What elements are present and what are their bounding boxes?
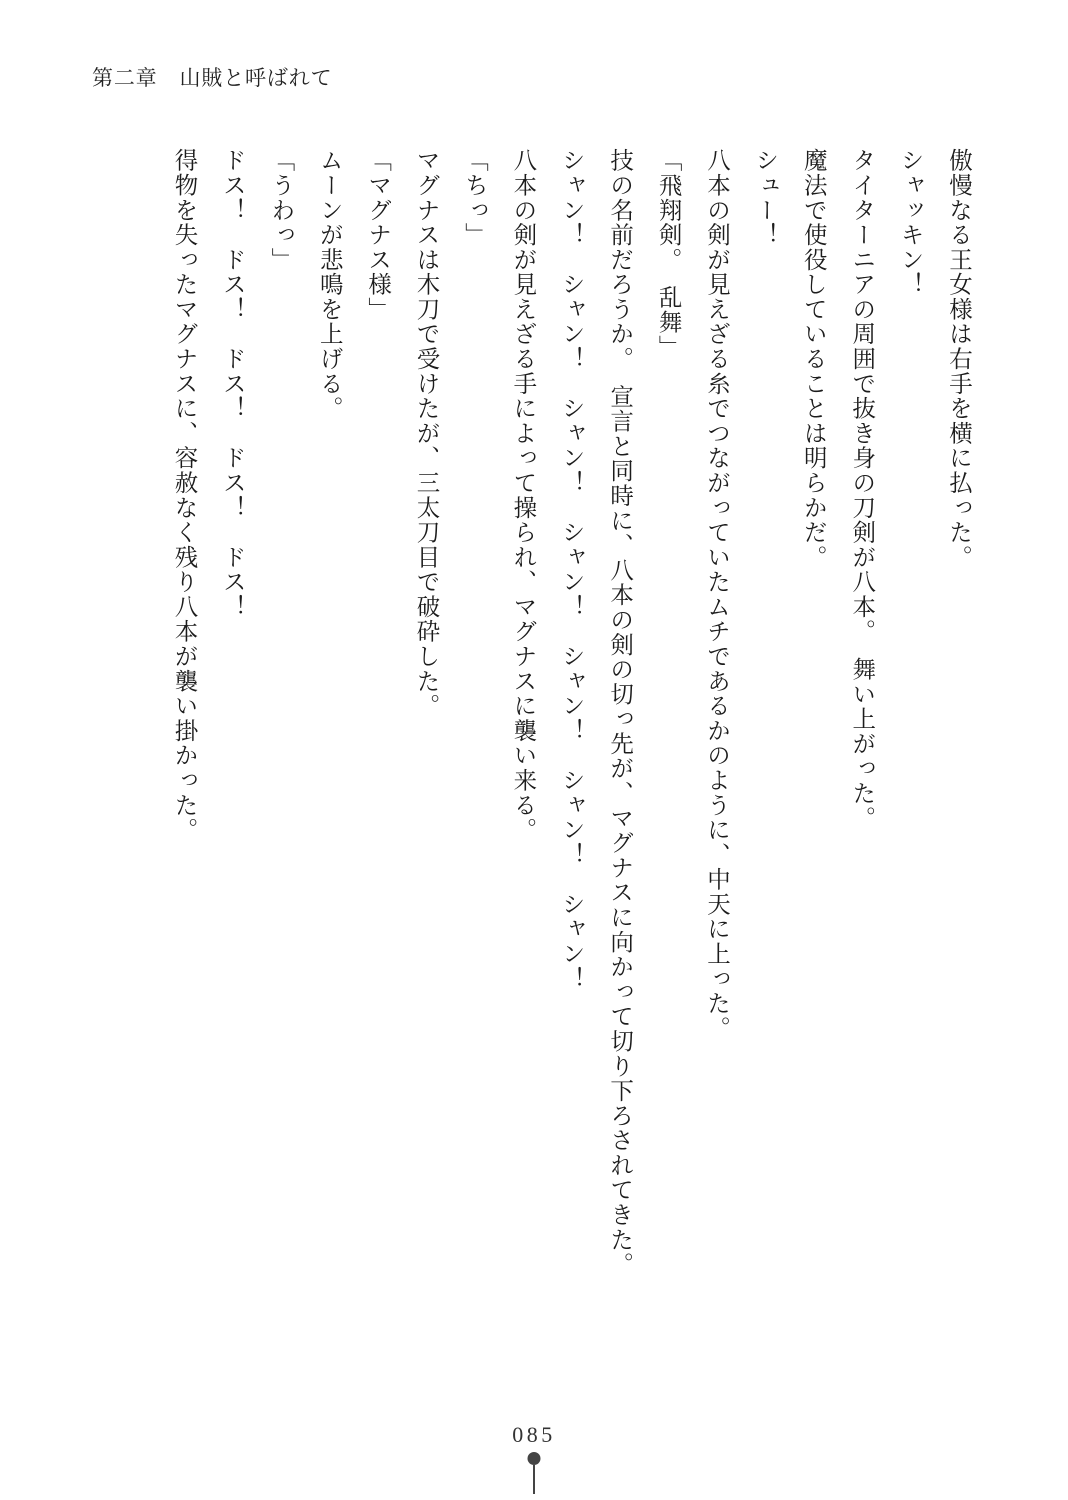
- paragraph: 「飛翔剣。 乱舞」: [654, 148, 681, 360]
- footer-ornament-icon: [527, 1452, 541, 1494]
- footer-ornament-dot: [528, 1452, 541, 1465]
- page-number: 085: [512, 1422, 556, 1447]
- chapter-number: 第二章: [92, 66, 158, 90]
- chapter-title: 山賊と呼ばれて: [179, 66, 333, 90]
- paragraph: 八本の剣が見えざる手によって操られ、マグナスに襲い来る。: [509, 148, 536, 843]
- paragraph: シャッキン！: [896, 148, 923, 297]
- paragraph: 魔法で使役していることは明らかだ。: [799, 148, 826, 570]
- paragraph: 傲慢なる王女様は右手を横に払った。: [945, 148, 971, 570]
- paragraph: 「マグナス様」: [364, 148, 391, 322]
- paragraph: 得物を失ったマグナスに、容赦なく残り八本が襲い掛かった。: [170, 148, 197, 843]
- paragraph: 「ちっ」: [460, 148, 487, 248]
- paragraph: マグナスは木刀で受けたが、三太刀目で破砕した。: [412, 148, 439, 719]
- paragraph: 技の名前だろうか。 宣言と同時に、八本の剣の切っ先が、マグナスに向かって切り下ろされてきた。: [606, 148, 633, 1277]
- paragraph: 八本の剣が見えざる糸でつながっていたムチであるかのように、中天に上った。: [702, 148, 729, 1041]
- paragraph: ムーンが悲鳴を上げる。: [315, 148, 342, 421]
- paragraph: シュー！: [751, 148, 778, 248]
- paragraph: シャン！ シャン！ シャン！ シャン！ シャン！ シャン！ シャン！: [557, 148, 584, 991]
- paragraph: タイターニアの周囲で抜き身の刀剣が八本。 舞い上がった。: [848, 148, 875, 831]
- paragraph: ドス！ ドス！ ドス！ ドス！ ドス！: [218, 148, 245, 620]
- body-text: [122, 148, 982, 1328]
- footer-ornament-stem: [533, 1465, 535, 1494]
- paragraph: 「うわっ」: [267, 148, 294, 272]
- running-header: [92, 62, 332, 92]
